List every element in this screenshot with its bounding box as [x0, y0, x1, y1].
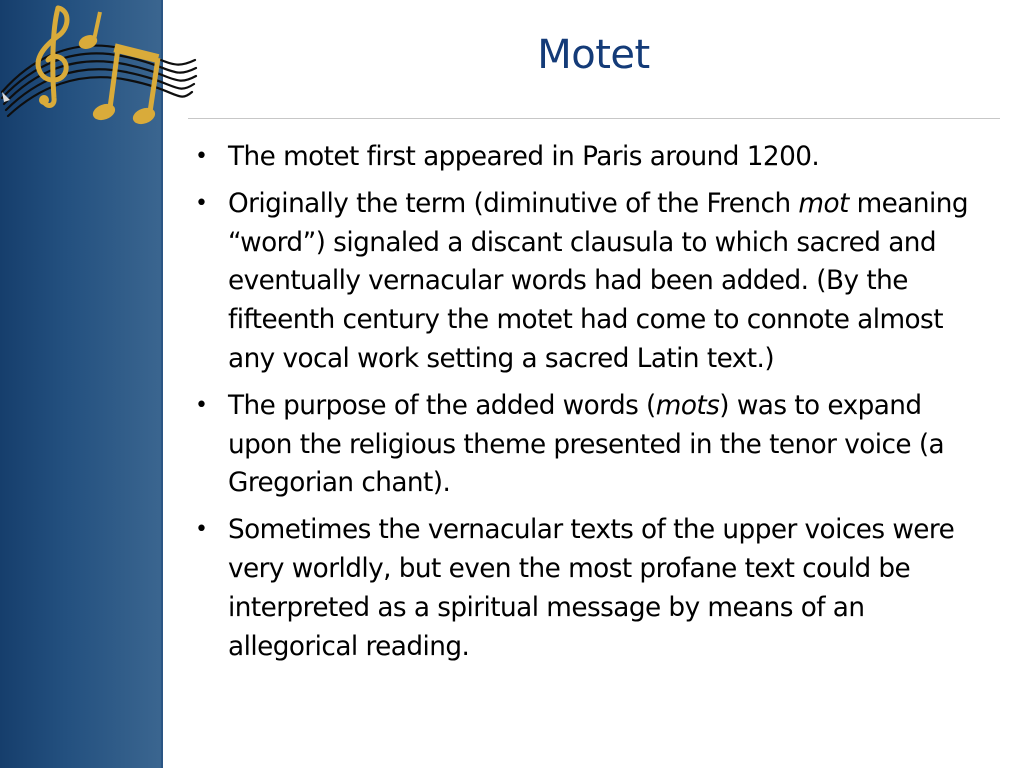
- bullet-text-segment: ) was to expand upon the religious theme presented in the tenor voice (a Gregorian chant).: [228, 390, 945, 499]
- bullet-text-segment: Sometimes the vernacular texts of the upper voices were very worldly, but even the most profane text could be interpreted as a spiritual message by means of an allegorical reading.: [228, 515, 955, 662]
- title-divider: [188, 118, 1000, 119]
- bullet-text-segment: The purpose of the added words (: [228, 390, 656, 421]
- bullet-dot-icon: •: [195, 190, 208, 216]
- clef-tail-dot-icon: [39, 95, 49, 105]
- bullet-text: [228, 515, 954, 661]
- bullet-text: [228, 189, 968, 374]
- bullet-list: [190, 138, 990, 674]
- bullet-text-italic: mot: [798, 188, 849, 219]
- bullet-text-italic: mots: [655, 390, 720, 421]
- slide-title: Motet: [537, 32, 650, 78]
- bullet-text: [228, 142, 819, 172]
- bullet-dot-icon: •: [195, 144, 208, 169]
- bullet-item: [190, 511, 990, 666]
- bullet-text-segment: The motet first appeared in Paris around 1200.: [228, 142, 820, 172]
- bullet-dot-icon: •: [195, 392, 208, 418]
- bullet-text-segment: meaning “word”) signaled a discant clausula to which sacred and eventually vernacular words had been added. (By the fifteenth century the motet had come to connote almost any vocal work setting a sacred Latin text.): [228, 188, 968, 374]
- bullet-item: [190, 138, 990, 177]
- bullet-text-segment: Originally the term (diminutive of the French: [228, 188, 799, 219]
- bullet-text: [228, 391, 944, 499]
- bullet-item: [190, 185, 990, 379]
- bullet-dot-icon: •: [195, 517, 208, 543]
- bullet-item: [190, 387, 990, 503]
